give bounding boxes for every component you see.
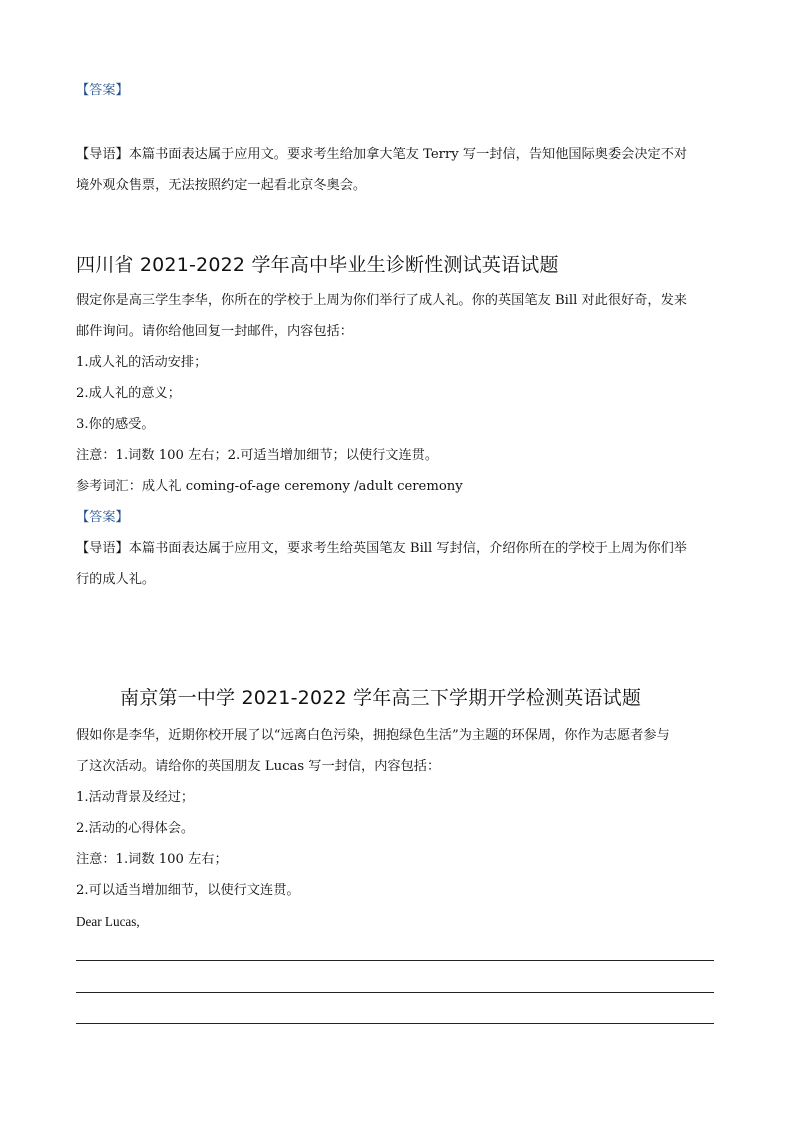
guide-text: 本篇书面表达属于应用文，要求考生给英国笔友 Bill 写封信，介绍你所在的学校于上周为你们举 bbox=[128, 541, 687, 556]
prompt-2-item1: 1.成人礼的活动安排； bbox=[76, 355, 208, 370]
prompt-3-item1: 1.活动背景及经过； bbox=[76, 790, 195, 805]
prompt-2-vocab: 参考词汇：成人礼 coming-of-age ceremony /adult ceremony bbox=[76, 479, 463, 494]
prompt-3-note2: 2.可以适当增加细节，以使行文连贯。 bbox=[76, 883, 300, 898]
prompt-3-note1: 注意：1.词数 100 左右； bbox=[76, 852, 228, 867]
writing-line bbox=[76, 992, 714, 993]
guide-paragraph-2-line1 bbox=[76, 540, 718, 558]
prompt-2-note: 注意：1.词数 100 左右；2.可适当增加细节；以使行文连贯。 bbox=[76, 448, 439, 463]
exam-title-sichuan: 四川省 2021-2022 学年高中毕业生诊断性测试英语试题 bbox=[76, 254, 559, 276]
guide-paragraph-2-line2: 行的成人礼。 bbox=[76, 572, 156, 587]
prompt-2-line1: 假定你是高三学生李华，你所在的学校于上周为你们举行了成人礼。你的英国笔友 Bill 对此很好奇，发来 bbox=[76, 293, 687, 308]
prompt-2-item2: 2.成人礼的意义； bbox=[76, 386, 181, 401]
letter-salutation: Dear Lucas, bbox=[76, 914, 140, 929]
guide-label: 【导语】 bbox=[76, 147, 129, 162]
guide-label: 【导语】 bbox=[76, 541, 129, 556]
guide-paragraph-1-line1 bbox=[76, 146, 718, 164]
guide-paragraph-1-line2: 境外观众售票，无法按照约定一起看北京冬奥会。 bbox=[76, 178, 367, 193]
answer-tag-1 bbox=[76, 82, 718, 100]
guide-text: 本篇书面表达属于应用文。要求考生给加拿大笔友 Terry 写一封信，告知他国际奥委会决定不对 bbox=[128, 147, 688, 162]
prompt-3-line2: 了这次活动。请给你的英国朋友 Lucas 写一封信，内容包括： bbox=[76, 759, 441, 774]
answer-label: 【答案】 bbox=[76, 510, 129, 525]
writing-line bbox=[76, 1023, 714, 1024]
prompt-3-item2: 2.活动的心得体会。 bbox=[76, 821, 195, 836]
exam-title-nanjing: 南京第一中学 2021-2022 学年高三下学期开学检测英语试题 bbox=[120, 687, 642, 709]
writing-line bbox=[76, 960, 714, 961]
prompt-3-line1: 假如你是李华，近期你校开展了以“远离白色污染，拥抱绿色生活”为主题的环保周，你作为志愿者参与 bbox=[76, 728, 670, 743]
prompt-2-line2: 邮件询问。请你给他回复一封邮件，内容包括： bbox=[76, 324, 353, 339]
answer-label: 【答案】 bbox=[76, 83, 129, 98]
prompt-2-item3: 3.你的感受。 bbox=[76, 417, 155, 432]
answer-tag-2 bbox=[76, 509, 718, 527]
